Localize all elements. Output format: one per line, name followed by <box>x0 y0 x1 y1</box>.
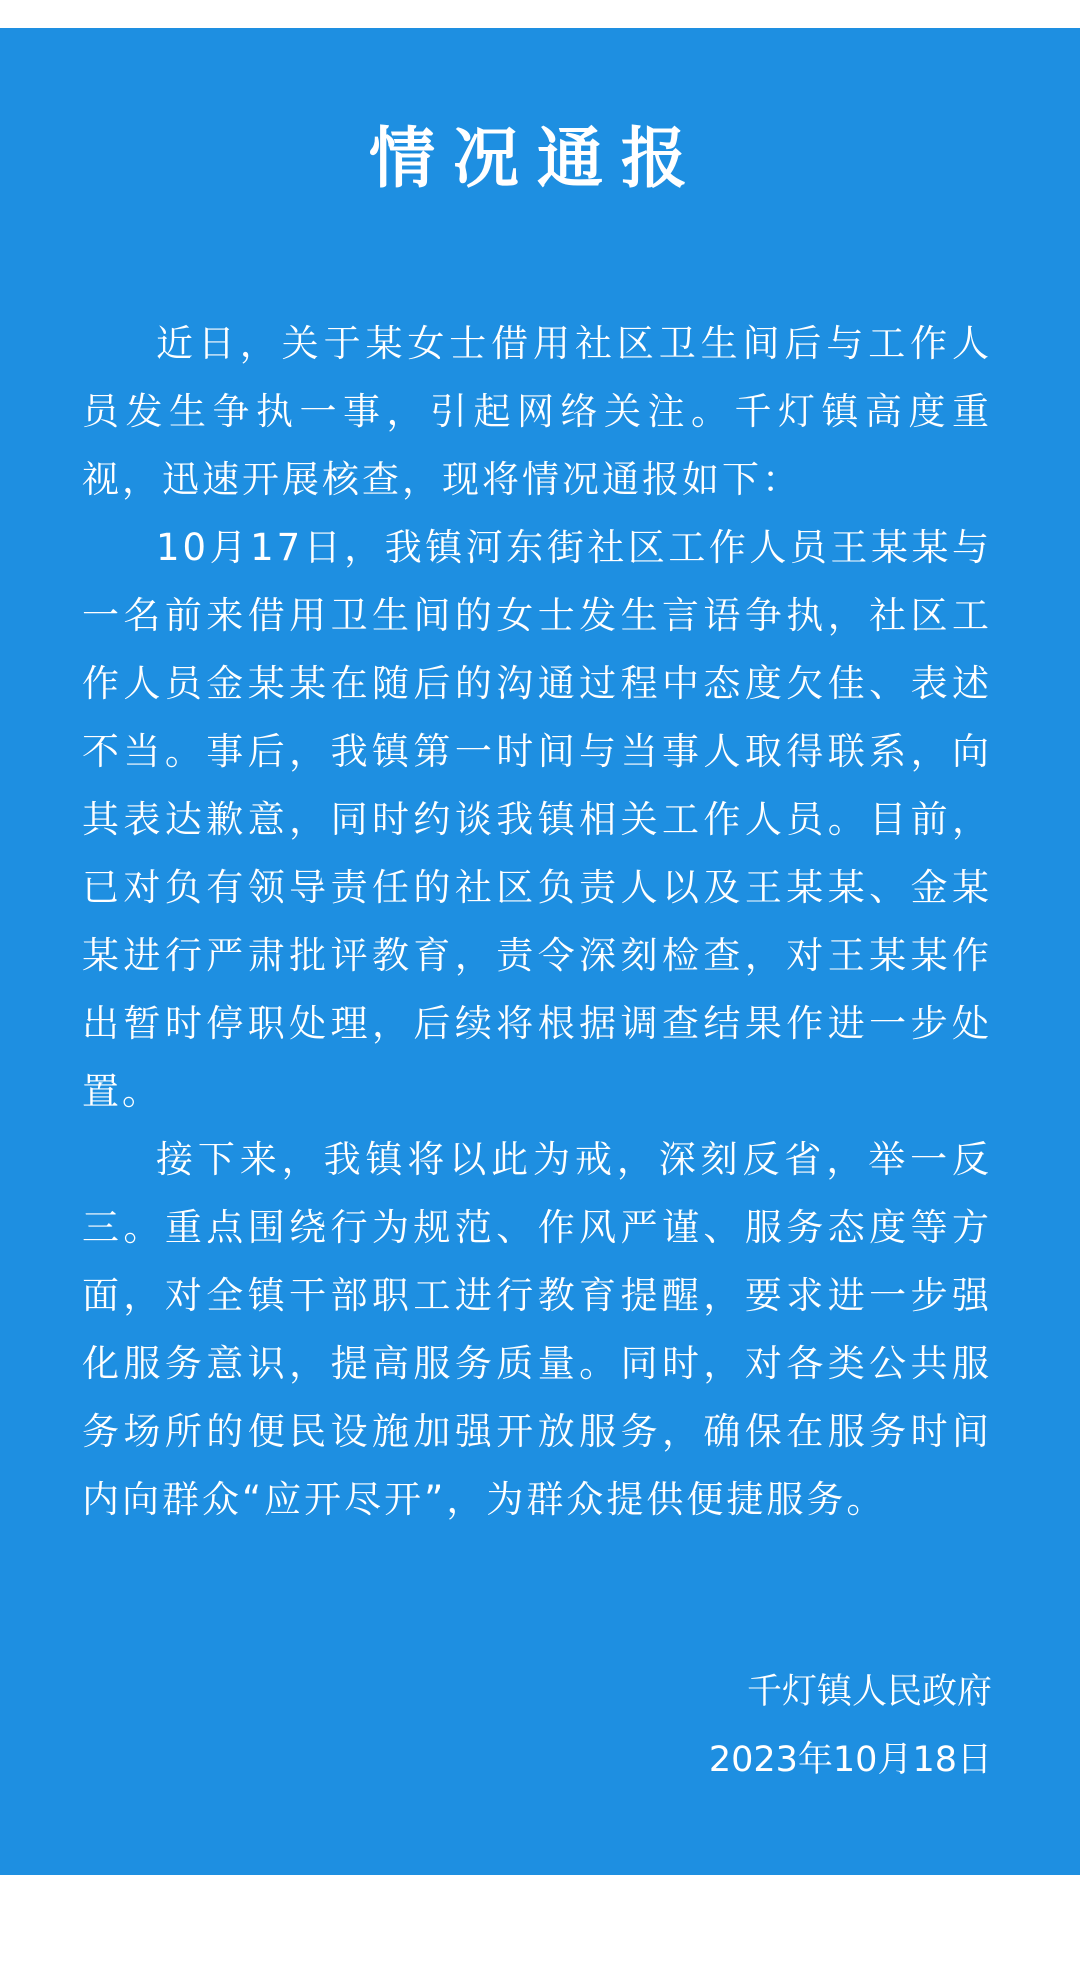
notice-paragraph-3: 接下来，我镇将以此为戒，深刻反省，举一反三。重点围绕行为规范、作风严谨、服务态度等方面，对全镇干部职工进行教育提醒，要求进一步强化服务意识，提高服务质量。同时，对各类公共服务场所的便民设施加强开放服务，确保在服务时间内向群众“应开尽开”，为群众提供便捷服务。 <box>82 1138 992 1521</box>
notice-panel <box>0 28 1080 1875</box>
issue-date: 2023年10月18日 <box>708 1740 992 1780</box>
notice-signature <box>709 1658 992 1794</box>
notice-paragraph-1: 近日，关于某女士借用社区卫生间后与工作人员发生争执一事，引起网络关注。千灯镇高度重视，迅速开展核查，现将情况通报如下： <box>82 322 992 501</box>
top-margin <box>0 0 1080 28</box>
notice-body <box>82 310 992 1534</box>
notice-title: 情况通报 <box>369 120 705 197</box>
issuer-name: 千灯镇人民政府 <box>746 1672 992 1712</box>
notice-paragraph-2: 10月17日，我镇河东街社区工作人员王某某与一名前来借用卫生间的女士发生言语争执，社区工作人员金某某在随后的沟通过程中态度欠佳、表述不当。事后，我镇第一时间与当事人取得联系，向其表达歉意，同时约谈我镇相关工作人员。目前，已对负有领导责任的社区负责人以及王某某、金某某进行严肃批评教育，责令深刻检查，对王某某作出暂时停职处理，后续将根据调查结果作进一步处置。 <box>82 526 992 1113</box>
bottom-margin <box>0 1875 1080 1974</box>
